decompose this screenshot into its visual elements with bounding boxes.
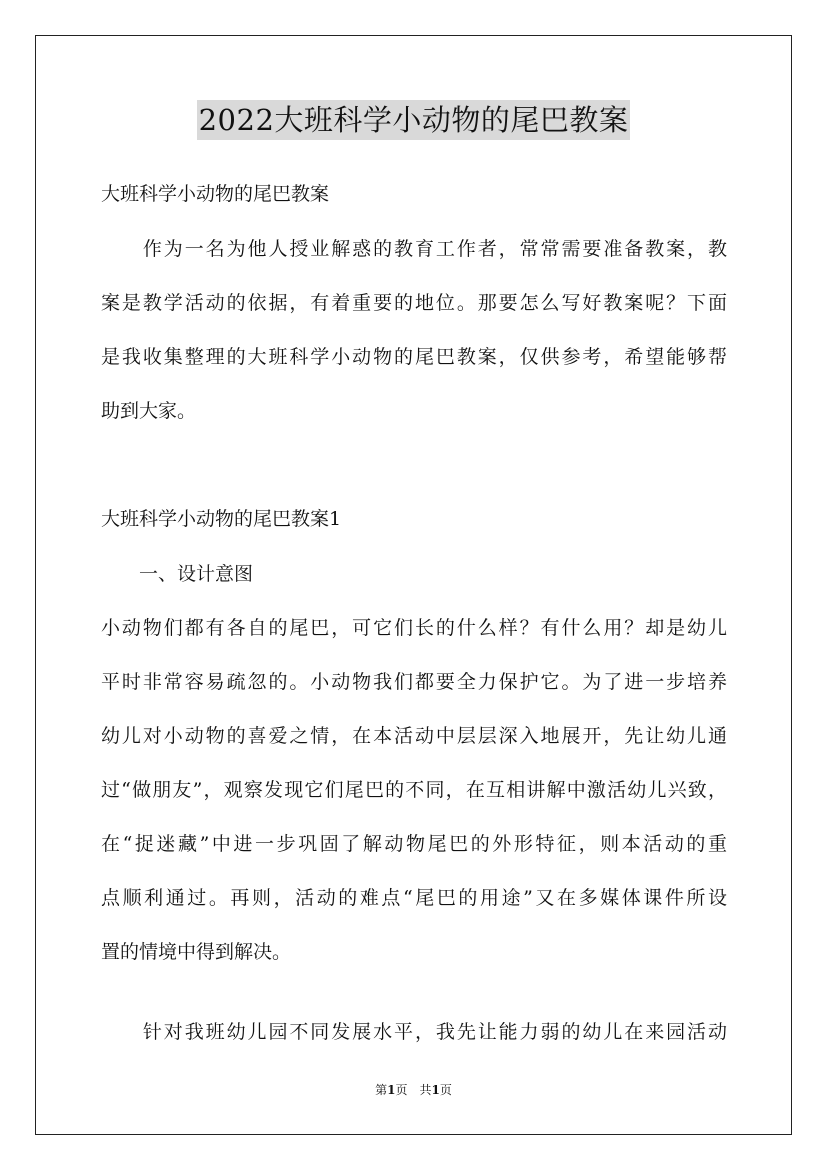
paragraph-line: 幼儿对小动物的喜爱之情，在本活动中层层深入地展开，先让幼儿通 — [101, 725, 727, 747]
subsection-heading: 一、设计意图 — [101, 563, 254, 585]
page-footer — [0, 1082, 827, 1098]
paragraph-line: 大班科学小动物的尾巴教案 — [101, 183, 330, 205]
paragraph-line: 过“做朋友”，观察发现它们尾巴的不同，在互相讲解中激活幼儿兴致， — [101, 779, 727, 801]
paragraph-line: 针对我班幼儿园不同发展水平，我先让能力弱的幼儿在来园活动 — [101, 1021, 727, 1043]
page-number: 1 — [387, 1083, 396, 1097]
footer-text: 页 — [439, 1083, 452, 1097]
paragraph-line: 是我收集整理的大班科学小动物的尾巴教案，仅供参考，希望能够帮 — [101, 346, 727, 368]
paragraph-line: 案是教学活动的依据，有着重要的地位。那要怎么写好教案呢？下面 — [101, 292, 727, 314]
paragraph-line: 置的情境中得到解决。 — [101, 941, 292, 963]
document-title: 2022大班科学小动物的尾巴教案 — [197, 100, 631, 140]
footer-text: 第 — [375, 1083, 388, 1097]
page-total: 1 — [431, 1083, 440, 1097]
section-heading: 大班科学小动物的尾巴教案1 — [101, 508, 342, 530]
paragraph-line: 助到大家。 — [101, 400, 197, 422]
paragraph-line: 在“捉迷藏”中进一步巩固了解动物尾巴的外形特征，则本活动的重 — [101, 833, 727, 855]
paragraph-line: 点顺利通过。再则，活动的难点“尾巴的用途”又在多媒体课件所设 — [101, 887, 727, 909]
footer-text: 页 共 — [395, 1083, 432, 1097]
paragraph-line: 作为一名为他人授业解惑的教育工作者，常常需要准备教案，教 — [101, 238, 727, 260]
paragraph-line: 小动物们都有各自的尾巴，可它们长的什么样？有什么用？却是幼儿 — [101, 617, 727, 639]
paragraph-line: 平时非常容易疏忽的。小动物我们都要全力保护它。为了进一步培养 — [101, 671, 727, 693]
